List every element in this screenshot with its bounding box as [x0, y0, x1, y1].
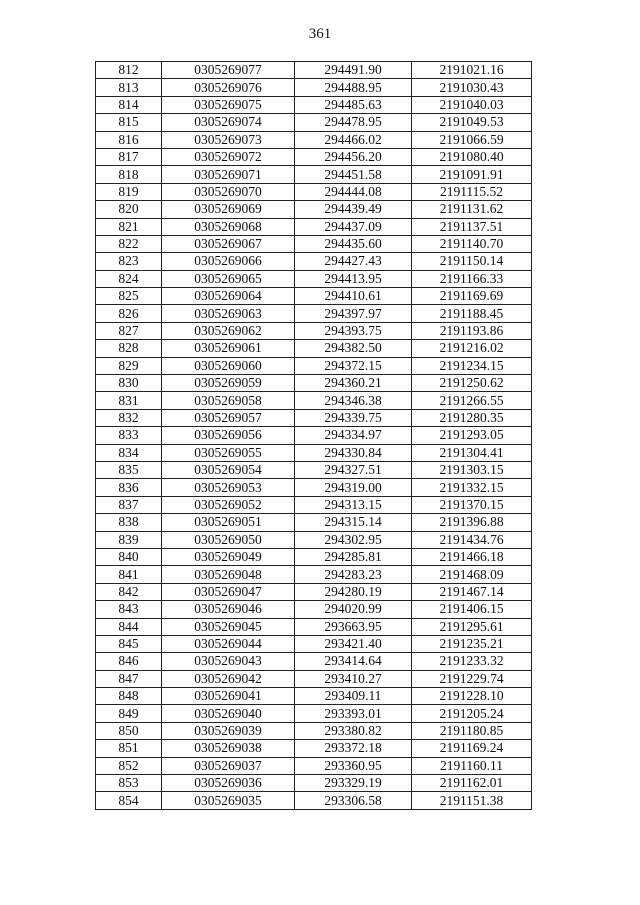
- x-coordinate-cell: 294339.75: [295, 409, 412, 426]
- x-coordinate-cell: 294410.61: [295, 288, 412, 305]
- code-cell: 0305269051: [162, 514, 295, 531]
- row-number-cell: 827: [96, 322, 162, 339]
- code-cell: 0305269077: [162, 62, 295, 79]
- code-cell: 0305269046: [162, 601, 295, 618]
- row-number-cell: 825: [96, 288, 162, 305]
- y-coordinate-cell: 2191188.45: [412, 305, 532, 322]
- table-row: [96, 392, 532, 409]
- table-row: [96, 131, 532, 148]
- coordinates-table: [95, 61, 532, 810]
- x-coordinate-cell: 293663.95: [295, 618, 412, 635]
- table-row: [96, 722, 532, 739]
- table-row: [96, 670, 532, 687]
- table-row: [96, 253, 532, 270]
- code-cell: 0305269071: [162, 166, 295, 183]
- table-row: [96, 166, 532, 183]
- table-row: [96, 531, 532, 548]
- y-coordinate-cell: 2191205.24: [412, 705, 532, 722]
- row-number-cell: 841: [96, 566, 162, 583]
- code-cell: 0305269061: [162, 340, 295, 357]
- y-coordinate-cell: 2191303.15: [412, 461, 532, 478]
- x-coordinate-cell: 294451.58: [295, 166, 412, 183]
- row-number-cell: 821: [96, 218, 162, 235]
- x-coordinate-cell: 293360.95: [295, 757, 412, 774]
- x-coordinate-cell: 294334.97: [295, 427, 412, 444]
- x-coordinate-cell: 294491.90: [295, 62, 412, 79]
- y-coordinate-cell: 2191467.14: [412, 583, 532, 600]
- table-row: [96, 548, 532, 565]
- table-row: [96, 427, 532, 444]
- y-coordinate-cell: 2191406.15: [412, 601, 532, 618]
- table-row: [96, 270, 532, 287]
- row-number-cell: 829: [96, 357, 162, 374]
- table-row: [96, 514, 532, 531]
- y-coordinate-cell: 2191115.52: [412, 183, 532, 200]
- code-cell: 0305269053: [162, 479, 295, 496]
- x-coordinate-cell: 293306.58: [295, 792, 412, 809]
- row-number-cell: 817: [96, 148, 162, 165]
- row-number-cell: 813: [96, 79, 162, 96]
- x-coordinate-cell: 293380.82: [295, 722, 412, 739]
- row-number-cell: 819: [96, 183, 162, 200]
- x-coordinate-cell: 294413.95: [295, 270, 412, 287]
- code-cell: 0305269041: [162, 688, 295, 705]
- y-coordinate-cell: 2191091.91: [412, 166, 532, 183]
- y-coordinate-cell: 2191021.16: [412, 62, 532, 79]
- x-coordinate-cell: 294319.00: [295, 479, 412, 496]
- table-row: [96, 357, 532, 374]
- row-number-cell: 844: [96, 618, 162, 635]
- row-number-cell: 816: [96, 131, 162, 148]
- y-coordinate-cell: 2191180.85: [412, 722, 532, 739]
- y-coordinate-cell: 2191370.15: [412, 496, 532, 513]
- row-number-cell: 845: [96, 635, 162, 652]
- x-coordinate-cell: 293410.27: [295, 670, 412, 687]
- table-row: [96, 461, 532, 478]
- y-coordinate-cell: 2191131.62: [412, 201, 532, 218]
- table-row: [96, 775, 532, 792]
- x-coordinate-cell: 293372.18: [295, 740, 412, 757]
- x-coordinate-cell: 294280.19: [295, 583, 412, 600]
- x-coordinate-cell: 294435.60: [295, 235, 412, 252]
- row-number-cell: 834: [96, 444, 162, 461]
- table-row: [96, 375, 532, 392]
- y-coordinate-cell: 2191040.03: [412, 96, 532, 113]
- table-row: [96, 757, 532, 774]
- row-number-cell: 830: [96, 375, 162, 392]
- coordinates-table-body: [96, 62, 532, 810]
- table-row: [96, 792, 532, 809]
- x-coordinate-cell: 293421.40: [295, 635, 412, 652]
- table-row: [96, 705, 532, 722]
- y-coordinate-cell: 2191162.01: [412, 775, 532, 792]
- code-cell: 0305269044: [162, 635, 295, 652]
- code-cell: 0305269070: [162, 183, 295, 200]
- row-number-cell: 853: [96, 775, 162, 792]
- x-coordinate-cell: 294382.50: [295, 340, 412, 357]
- x-coordinate-cell: 294283.23: [295, 566, 412, 583]
- code-cell: 0305269068: [162, 218, 295, 235]
- y-coordinate-cell: 2191066.59: [412, 131, 532, 148]
- table-row: [96, 96, 532, 113]
- y-coordinate-cell: 2191169.69: [412, 288, 532, 305]
- row-number-cell: 820: [96, 201, 162, 218]
- x-coordinate-cell: 294393.75: [295, 322, 412, 339]
- table-row: [96, 444, 532, 461]
- x-coordinate-cell: 293329.19: [295, 775, 412, 792]
- y-coordinate-cell: 2191434.76: [412, 531, 532, 548]
- y-coordinate-cell: 2191295.61: [412, 618, 532, 635]
- y-coordinate-cell: 2191235.21: [412, 635, 532, 652]
- table-row: [96, 62, 532, 79]
- x-coordinate-cell: 294427.43: [295, 253, 412, 270]
- table-row: [96, 583, 532, 600]
- x-coordinate-cell: 294020.99: [295, 601, 412, 618]
- table-row: [96, 653, 532, 670]
- x-coordinate-cell: 294478.95: [295, 114, 412, 131]
- row-number-cell: 812: [96, 62, 162, 79]
- code-cell: 0305269060: [162, 357, 295, 374]
- table-row: [96, 566, 532, 583]
- table-row: [96, 740, 532, 757]
- row-number-cell: 854: [96, 792, 162, 809]
- code-cell: 0305269054: [162, 461, 295, 478]
- y-coordinate-cell: 2191049.53: [412, 114, 532, 131]
- code-cell: 0305269057: [162, 409, 295, 426]
- x-coordinate-cell: 294466.02: [295, 131, 412, 148]
- row-number-cell: 850: [96, 722, 162, 739]
- code-cell: 0305269058: [162, 392, 295, 409]
- table-row: [96, 618, 532, 635]
- y-coordinate-cell: 2191466.18: [412, 548, 532, 565]
- y-coordinate-cell: 2191166.33: [412, 270, 532, 287]
- code-cell: 0305269047: [162, 583, 295, 600]
- row-number-cell: 839: [96, 531, 162, 548]
- code-cell: 0305269065: [162, 270, 295, 287]
- x-coordinate-cell: 293409.11: [295, 688, 412, 705]
- row-number-cell: 823: [96, 253, 162, 270]
- x-coordinate-cell: 294397.97: [295, 305, 412, 322]
- row-number-cell: 835: [96, 461, 162, 478]
- code-cell: 0305269039: [162, 722, 295, 739]
- code-cell: 0305269075: [162, 96, 295, 113]
- x-coordinate-cell: 294444.08: [295, 183, 412, 200]
- code-cell: 0305269072: [162, 148, 295, 165]
- table-row: [96, 148, 532, 165]
- table-row: [96, 635, 532, 652]
- x-coordinate-cell: 294456.20: [295, 148, 412, 165]
- code-cell: 0305269063: [162, 305, 295, 322]
- y-coordinate-cell: 2191304.41: [412, 444, 532, 461]
- row-number-cell: 851: [96, 740, 162, 757]
- code-cell: 0305269067: [162, 235, 295, 252]
- table-row: [96, 479, 532, 496]
- table-row: [96, 201, 532, 218]
- y-coordinate-cell: 2191332.15: [412, 479, 532, 496]
- row-number-cell: 838: [96, 514, 162, 531]
- y-coordinate-cell: 2191169.24: [412, 740, 532, 757]
- row-number-cell: 852: [96, 757, 162, 774]
- y-coordinate-cell: 2191160.11: [412, 757, 532, 774]
- row-number-cell: 848: [96, 688, 162, 705]
- row-number-cell: 837: [96, 496, 162, 513]
- x-coordinate-cell: 294372.15: [295, 357, 412, 374]
- code-cell: 0305269073: [162, 131, 295, 148]
- code-cell: 0305269042: [162, 670, 295, 687]
- table-row: [96, 340, 532, 357]
- code-cell: 0305269062: [162, 322, 295, 339]
- y-coordinate-cell: 2191396.88: [412, 514, 532, 531]
- code-cell: 0305269036: [162, 775, 295, 792]
- code-cell: 0305269052: [162, 496, 295, 513]
- code-cell: 0305269040: [162, 705, 295, 722]
- table-row: [96, 688, 532, 705]
- page-number: 361: [308, 26, 332, 42]
- code-cell: 0305269059: [162, 375, 295, 392]
- x-coordinate-cell: 294485.63: [295, 96, 412, 113]
- x-coordinate-cell: 293414.64: [295, 653, 412, 670]
- row-number-cell: 840: [96, 548, 162, 565]
- y-coordinate-cell: 2191233.32: [412, 653, 532, 670]
- code-cell: 0305269056: [162, 427, 295, 444]
- row-number-cell: 833: [96, 427, 162, 444]
- row-number-cell: 832: [96, 409, 162, 426]
- x-coordinate-cell: 294346.38: [295, 392, 412, 409]
- row-number-cell: 831: [96, 392, 162, 409]
- table-row: [96, 183, 532, 200]
- table-row: [96, 601, 532, 618]
- table-row: [96, 496, 532, 513]
- y-coordinate-cell: 2191266.55: [412, 392, 532, 409]
- code-cell: 0305269064: [162, 288, 295, 305]
- y-coordinate-cell: 2191468.09: [412, 566, 532, 583]
- table-row: [96, 235, 532, 252]
- code-cell: 0305269050: [162, 531, 295, 548]
- row-number-cell: 814: [96, 96, 162, 113]
- x-coordinate-cell: 293393.01: [295, 705, 412, 722]
- y-coordinate-cell: 2191229.74: [412, 670, 532, 687]
- y-coordinate-cell: 2191137.51: [412, 218, 532, 235]
- y-coordinate-cell: 2191151.38: [412, 792, 532, 809]
- table-row: [96, 322, 532, 339]
- y-coordinate-cell: 2191293.05: [412, 427, 532, 444]
- code-cell: 0305269074: [162, 114, 295, 131]
- y-coordinate-cell: 2191234.15: [412, 357, 532, 374]
- x-coordinate-cell: 294437.09: [295, 218, 412, 235]
- x-coordinate-cell: 294360.21: [295, 375, 412, 392]
- code-cell: 0305269048: [162, 566, 295, 583]
- x-coordinate-cell: 294488.95: [295, 79, 412, 96]
- x-coordinate-cell: 294330.84: [295, 444, 412, 461]
- code-cell: 0305269038: [162, 740, 295, 757]
- y-coordinate-cell: 2191150.14: [412, 253, 532, 270]
- y-coordinate-cell: 2191250.62: [412, 375, 532, 392]
- code-cell: 0305269043: [162, 653, 295, 670]
- row-number-cell: 849: [96, 705, 162, 722]
- row-number-cell: 842: [96, 583, 162, 600]
- code-cell: 0305269055: [162, 444, 295, 461]
- code-cell: 0305269069: [162, 201, 295, 218]
- row-number-cell: 824: [96, 270, 162, 287]
- y-coordinate-cell: 2191228.10: [412, 688, 532, 705]
- row-number-cell: 843: [96, 601, 162, 618]
- x-coordinate-cell: 294313.15: [295, 496, 412, 513]
- x-coordinate-cell: 294285.81: [295, 548, 412, 565]
- x-coordinate-cell: 294315.14: [295, 514, 412, 531]
- table-row: [96, 218, 532, 235]
- y-coordinate-cell: 2191280.35: [412, 409, 532, 426]
- code-cell: 0305269045: [162, 618, 295, 635]
- row-number-cell: 828: [96, 340, 162, 357]
- row-number-cell: 822: [96, 235, 162, 252]
- code-cell: 0305269035: [162, 792, 295, 809]
- table-row: [96, 409, 532, 426]
- code-cell: 0305269076: [162, 79, 295, 96]
- row-number-cell: 818: [96, 166, 162, 183]
- table-row: [96, 114, 532, 131]
- code-cell: 0305269066: [162, 253, 295, 270]
- y-coordinate-cell: 2191080.40: [412, 148, 532, 165]
- row-number-cell: 836: [96, 479, 162, 496]
- row-number-cell: 846: [96, 653, 162, 670]
- x-coordinate-cell: 294439.49: [295, 201, 412, 218]
- code-cell: 0305269049: [162, 548, 295, 565]
- row-number-cell: 826: [96, 305, 162, 322]
- y-coordinate-cell: 2191193.86: [412, 322, 532, 339]
- row-number-cell: 847: [96, 670, 162, 687]
- code-cell: 0305269037: [162, 757, 295, 774]
- table-row: [96, 288, 532, 305]
- table-row: [96, 79, 532, 96]
- y-coordinate-cell: 2191140.70: [412, 235, 532, 252]
- table-row: [96, 305, 532, 322]
- x-coordinate-cell: 294302.95: [295, 531, 412, 548]
- x-coordinate-cell: 294327.51: [295, 461, 412, 478]
- y-coordinate-cell: 2191030.43: [412, 79, 532, 96]
- y-coordinate-cell: 2191216.02: [412, 340, 532, 357]
- row-number-cell: 815: [96, 114, 162, 131]
